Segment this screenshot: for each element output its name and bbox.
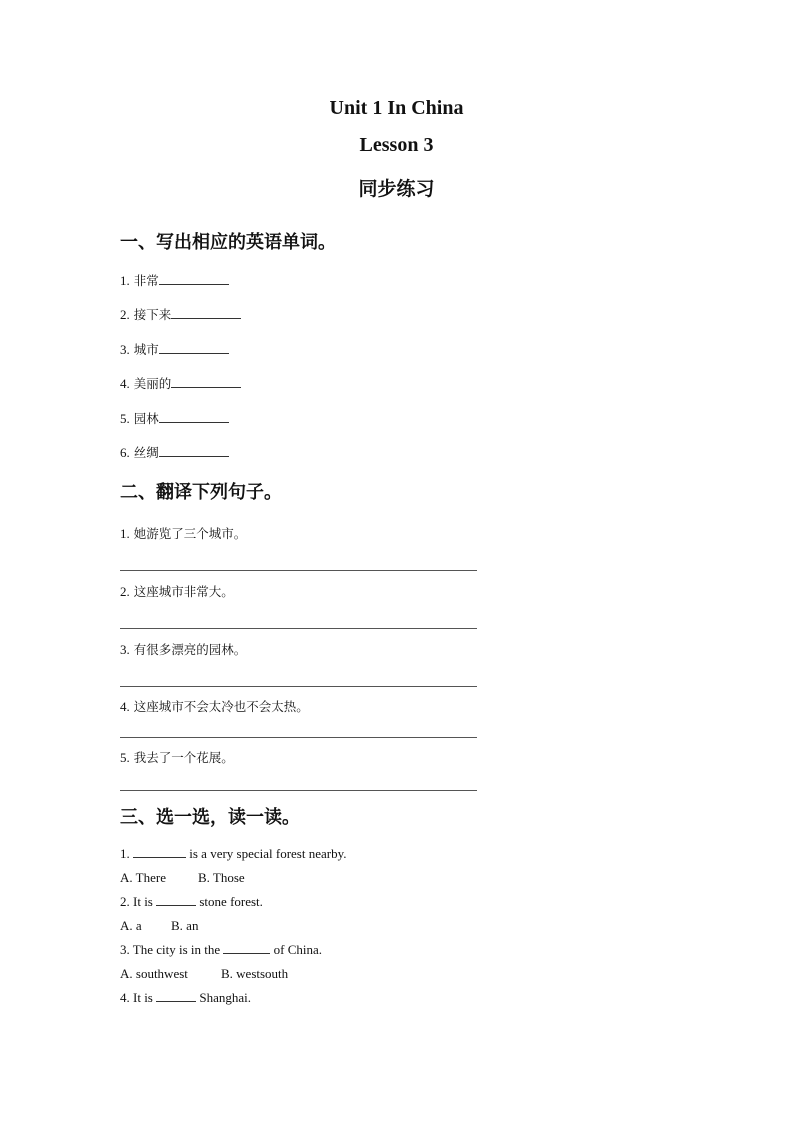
lesson-title: Lesson 3	[359, 134, 434, 156]
answer-blank[interactable]	[156, 1000, 196, 1002]
question-text-after: is a very special forest nearby.	[189, 846, 347, 861]
choice-options-3	[120, 966, 288, 982]
question-text-after: of China.	[273, 942, 323, 957]
item-number: 5.	[120, 411, 130, 426]
item-prompt: 我去了一个花展。	[133, 750, 234, 765]
translate-item-1	[120, 524, 246, 542]
answer-line[interactable]	[120, 686, 477, 687]
item-number: 1.	[120, 273, 130, 288]
section-1-heading: 一、写出相应的英语单词。	[120, 232, 336, 253]
worksheet-subtitle: 同步练习	[358, 178, 435, 200]
answer-line[interactable]	[120, 628, 477, 629]
answer-line[interactable]	[120, 570, 477, 571]
vocab-item-5	[120, 409, 229, 427]
option-a[interactable]: A. a	[120, 918, 142, 933]
choice-options-1	[120, 870, 245, 886]
option-b[interactable]: B. an	[171, 918, 199, 933]
item-prompt: 城市	[133, 342, 159, 357]
option-b[interactable]: B. Those	[198, 870, 245, 885]
translate-item-2	[120, 582, 234, 600]
item-number: 3.	[120, 342, 130, 357]
choice-question-4	[120, 990, 251, 1006]
choice-question-2	[120, 894, 263, 910]
answer-line[interactable]	[120, 790, 477, 791]
item-number: 4.	[120, 699, 130, 714]
item-number: 3.	[120, 642, 130, 657]
question-text-before: The city is in the	[132, 942, 221, 957]
vocab-item-1	[120, 271, 229, 289]
choice-question-3	[120, 942, 322, 958]
answer-blank[interactable]	[159, 352, 229, 354]
item-number: 5.	[120, 750, 130, 765]
question-number: 1.	[120, 846, 130, 861]
option-b[interactable]: B. westsouth	[221, 966, 289, 981]
answer-blank[interactable]	[171, 386, 241, 388]
translate-item-3	[120, 640, 246, 658]
item-prompt: 这座城市非常大。	[133, 584, 234, 599]
question-text-after: Shanghai.	[199, 990, 252, 1005]
item-prompt: 非常	[133, 273, 159, 288]
answer-blank[interactable]	[156, 904, 196, 906]
answer-blank[interactable]	[159, 455, 229, 457]
question-number: 4.	[120, 990, 130, 1005]
question-text-after: stone forest.	[199, 894, 263, 909]
vocab-item-4	[120, 374, 241, 392]
translate-item-4	[120, 697, 309, 715]
answer-blank[interactable]	[159, 283, 229, 285]
answer-line[interactable]	[120, 737, 477, 738]
item-prompt: 接下来	[133, 307, 172, 322]
option-a[interactable]: A. southwest	[120, 966, 188, 981]
item-prompt: 丝绸	[133, 445, 159, 460]
question-number: 2.	[120, 894, 130, 909]
choice-question-1	[120, 846, 347, 862]
vocab-item-2	[120, 305, 241, 323]
answer-blank[interactable]	[171, 317, 241, 319]
vocab-item-3	[120, 340, 229, 358]
option-a[interactable]: A. There	[120, 870, 166, 885]
document-title: Unit 1 In China	[329, 97, 464, 119]
item-prompt: 有很多漂亮的园林。	[133, 642, 247, 657]
question-number: 3.	[120, 942, 130, 957]
item-prompt: 这座城市不会太冷也不会太热。	[133, 699, 309, 714]
section-3-heading: 三、选一选，读一读。	[120, 807, 300, 828]
answer-blank[interactable]	[133, 856, 186, 858]
section-2-heading: 二、翻译下列句子。	[120, 482, 282, 503]
vocab-item-6	[120, 443, 229, 461]
choice-options-2	[120, 918, 198, 934]
item-prompt: 园林	[133, 411, 159, 426]
item-number: 6.	[120, 445, 130, 460]
item-number: 2.	[120, 307, 130, 322]
item-number: 4.	[120, 376, 130, 391]
answer-blank[interactable]	[159, 421, 229, 423]
answer-blank[interactable]	[223, 952, 270, 954]
item-prompt: 美丽的	[133, 376, 172, 391]
question-text-before: It is	[133, 894, 153, 909]
item-number: 1.	[120, 526, 130, 541]
question-text-before: It is	[133, 990, 153, 1005]
item-number: 2.	[120, 584, 130, 599]
translate-item-5	[120, 748, 234, 766]
item-prompt: 她游览了三个城市。	[133, 526, 247, 541]
